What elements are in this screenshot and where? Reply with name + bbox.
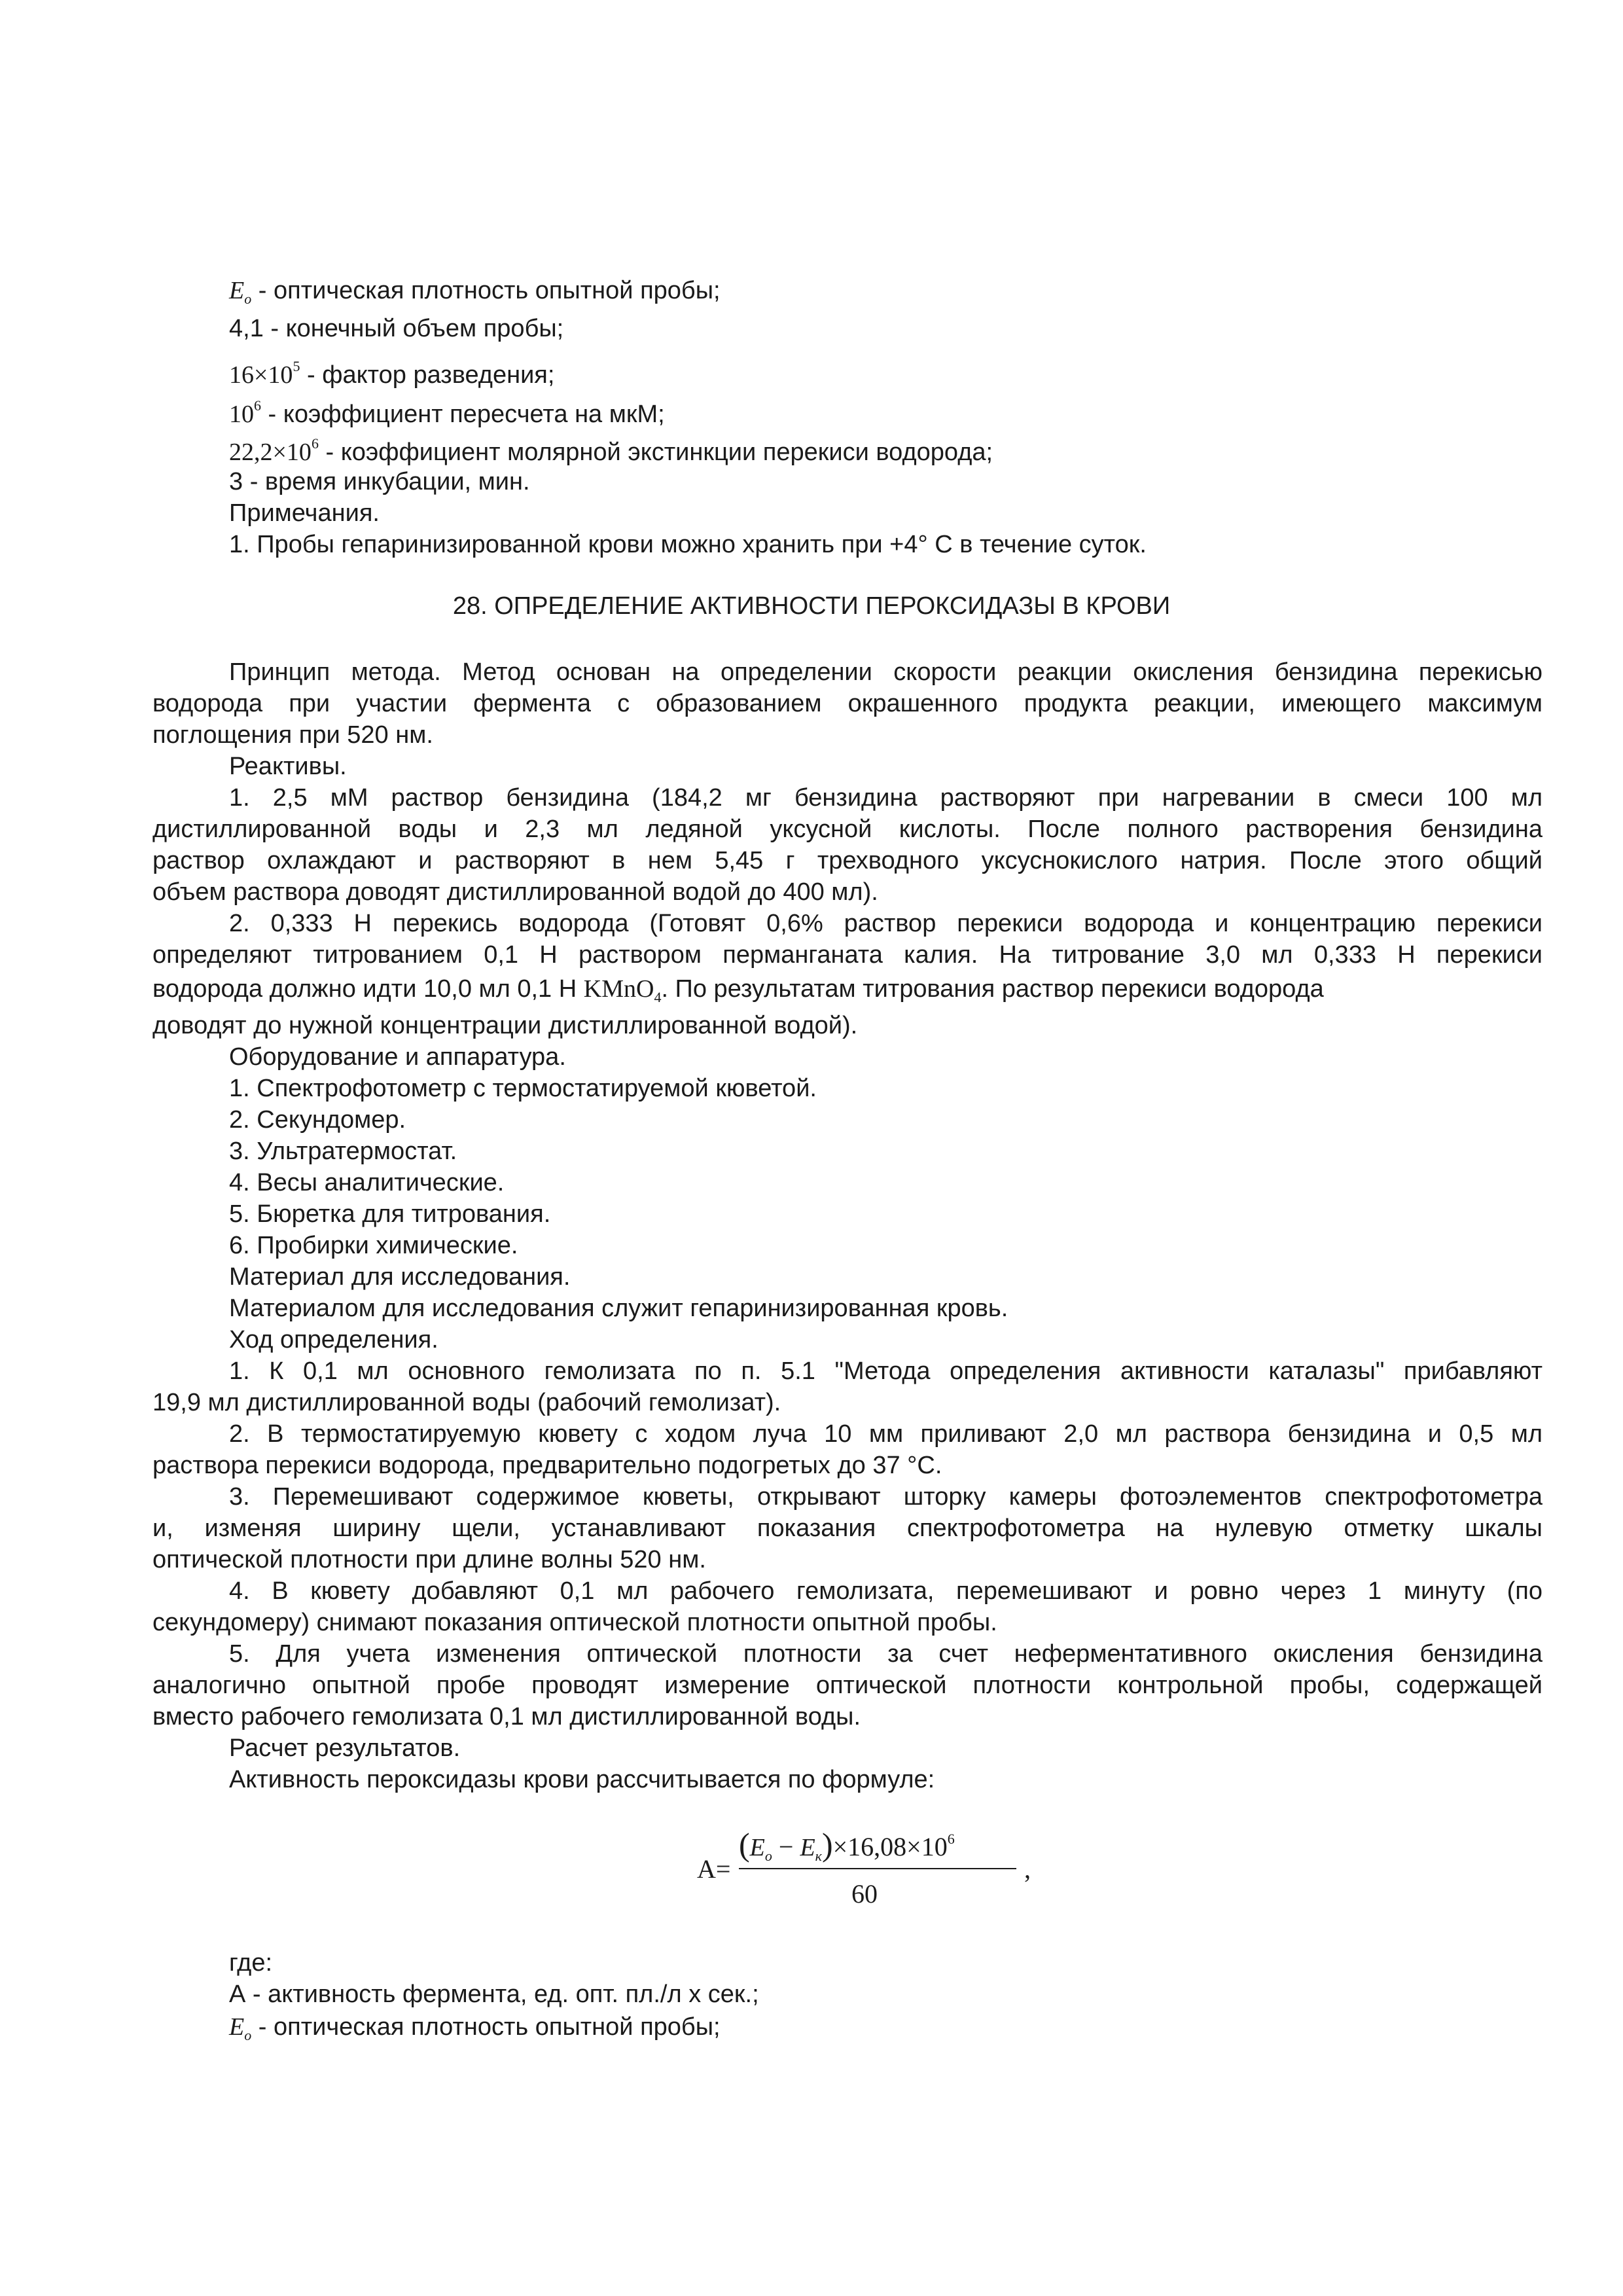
equipment-title: Оборудование и аппаратура. bbox=[229, 1043, 566, 1071]
reagent-1-line-3: раствор охлаждают и растворяют в нем 5,45 г трехводного уксуснокислого натрия. После этого общий bbox=[152, 847, 1543, 874]
legend-line-eo bbox=[229, 275, 721, 315]
step-5-line-2: аналогично опытной пробе проводят измерение оптической плотности контрольной пробы, содержащей bbox=[152, 1672, 1543, 1699]
legend-text: - фактор разведения; bbox=[300, 361, 555, 389]
where-label: где: bbox=[229, 1949, 273, 1977]
formula-denominator: 60 bbox=[851, 1879, 878, 1909]
material-title: Материал для исследования. bbox=[229, 1263, 571, 1291]
reagent-1-line-2: дистиллированной воды и 2,3 мл ледяной уксусной кислоты. После полного растворения бензидина bbox=[152, 816, 1543, 843]
text-part: . По результатам титрования раствор перекиси водорода bbox=[661, 975, 1324, 1003]
symbol-e-k: E bbox=[800, 1834, 815, 1861]
expression: 10 bbox=[229, 401, 254, 428]
exponent: 6 bbox=[311, 435, 319, 452]
notes-title: Примечания. bbox=[229, 499, 380, 527]
legend-line-incubation: 3 - время инкубации, мин. bbox=[229, 468, 530, 495]
principle-line-2: водорода при участии фермента с образованием окрашенного продукта реакции, имеющего максимум bbox=[152, 690, 1543, 717]
equipment-item: 1. Спектрофотометр с термостатируемой кюветой. bbox=[229, 1075, 817, 1102]
legend-line-dilution bbox=[229, 351, 554, 391]
reagent-2-line-3-start bbox=[152, 973, 1324, 1013]
reagents-title: Реактивы. bbox=[229, 753, 347, 780]
exponent: 6 bbox=[254, 397, 261, 414]
section-heading: 28. ОПРЕДЕЛЕНИЕ АКТИВНОСТИ ПЕРОКСИДАЗЫ В КРОВИ bbox=[452, 592, 1171, 620]
procedure-title: Ход определения. bbox=[229, 1326, 438, 1354]
formula-lhs: A= bbox=[697, 1854, 731, 1884]
formula-comma: , bbox=[1024, 1854, 1031, 1884]
step-3-line-1: 3. Перемешивают содержимое кюветы, открывают шторку камеры фотоэлементов спектрофотометра bbox=[229, 1483, 1543, 1511]
symbol-e: E bbox=[229, 2013, 245, 2041]
principle-line-3: поглощения при 520 нм. bbox=[152, 721, 433, 749]
calc-title: Расчет результатов. bbox=[229, 1734, 461, 1762]
left-paren: ( bbox=[739, 1826, 750, 1863]
minus-sign: − bbox=[772, 1832, 800, 1861]
step-2-line-2: раствора перекиси водорода, предварительно подогретых до 37 °С. bbox=[152, 1452, 942, 1479]
reagent-1-line-4: объем раствора доводят дистиллированной водой до 400 мл). bbox=[152, 878, 878, 906]
note-1: 1. Пробы гепаринизированной крови можно хранить при +4° С в течение суток. bbox=[229, 531, 1147, 558]
legend-eo bbox=[229, 2011, 721, 2051]
legend-activity: А - активность фермента, ед. опт. пл./л х сек.; bbox=[229, 1981, 759, 2008]
step-4-line-1: 4. В кювету добавляют 0,1 мл рабочего гемолизата, перемешивают и ровно через 1 минуту (по bbox=[229, 1577, 1543, 1605]
equipment-item: 6. Пробирки химические. bbox=[229, 1232, 518, 1259]
step-5-line-1: 5. Для учета изменения оптической плотности за счет неферментативного окисления бензидина bbox=[229, 1640, 1543, 1668]
calc-text: Активность пероксидазы крови рассчитывается по формуле: bbox=[229, 1766, 935, 1793]
equipment-item: 4. Весы аналитические. bbox=[229, 1169, 505, 1196]
reagent-2-line-2: определяют титрованием 0,1 Н раствором перманганата калия. На титрование 3,0 мл 0,333 Н перекиси bbox=[152, 941, 1543, 969]
exponent: 5 bbox=[293, 358, 300, 374]
text-part: водорода должно идти 10,0 мл 0,1 Н bbox=[152, 975, 584, 1003]
symbol-e-o-subscript: о bbox=[764, 1848, 772, 1864]
legend-line-volume: 4,1 - конечный объем пробы; bbox=[229, 315, 564, 342]
step-1-line-2: 19,9 мл дистиллированной воды (рабочий гемолизат). bbox=[152, 1389, 781, 1416]
step-5-line-3: вместо рабочего гемолизата 0,1 мл дистиллированной воды. bbox=[152, 1703, 861, 1731]
formula-factor: ×16,08×10 bbox=[832, 1832, 948, 1861]
symbol-subscript: о bbox=[244, 2027, 252, 2043]
step-1-line-1: 1. К 0,1 мл основного гемолизата по п. 5.1 "Метода определения активности каталазы" прибавляют bbox=[229, 1357, 1543, 1385]
fraction-bar bbox=[739, 1868, 1016, 1869]
reagent-2-line-3 bbox=[152, 973, 1543, 1013]
step-3-line-2: и, изменяя ширину щели, устанавливают показания спектрофотометра на нулевую отметку шкалы bbox=[152, 1515, 1543, 1542]
step-3-line-3: оптической плотности при длине волны 520 нм. bbox=[152, 1546, 706, 1573]
reagent-2-line-4: доводят до нужной концентрации дистиллированной водой). bbox=[152, 1012, 858, 1039]
legend-text: - коэффициент пересчета на мкМ; bbox=[261, 401, 665, 428]
legend-text: - коэффициент молярной экстинкции перекиси водорода; bbox=[318, 439, 993, 466]
right-paren: ) bbox=[821, 1826, 833, 1863]
material-text: Материалом для исследования служит гепаринизированная кровь. bbox=[229, 1295, 1008, 1322]
equipment-item: 5. Бюретка для титрования. bbox=[229, 1200, 551, 1228]
expression: 22,2×10 bbox=[229, 439, 312, 466]
symbol-e-o: E bbox=[749, 1834, 765, 1861]
principle-line-1: Принцип метода. Метод основан на определении скорости реакции окисления бензидина перекисью bbox=[229, 658, 1543, 686]
legend-line-extinction bbox=[229, 428, 993, 468]
activity-formula bbox=[697, 1820, 1031, 1911]
symbol-e-k-subscript: к bbox=[815, 1848, 822, 1864]
expression: 16×10 bbox=[229, 361, 293, 389]
step-2-line-1: 2. В термостатируемую кювету с ходом луча 10 мм приливают 2,0 мл раствора бензидина и 0,5 мл bbox=[229, 1420, 1543, 1448]
equipment-item: 2. Секундомер. bbox=[229, 1106, 406, 1134]
formula-numerator bbox=[739, 1823, 955, 1872]
formula-subscript: 4 bbox=[654, 989, 662, 1005]
symbol-subscript: о bbox=[244, 291, 252, 307]
formula-exponent: 6 bbox=[947, 1831, 955, 1847]
equipment-item: 3. Ультратермостат. bbox=[229, 1138, 457, 1165]
symbol-e: E bbox=[229, 277, 245, 304]
chemical-formula: KMnO bbox=[583, 975, 654, 1003]
legend-text: - оптическая плотность опытной пробы; bbox=[251, 277, 721, 304]
reagent-2-line-1: 2. 0,333 Н перекись водорода (Готовят 0,6% раствор перекиси водорода и концентрацию перекиси bbox=[229, 910, 1543, 937]
legend-line-conversion bbox=[229, 390, 665, 430]
step-4-line-2: секундомеру) снимают показания оптической плотности опытной пробы. bbox=[152, 1609, 997, 1636]
legend-text: - оптическая плотность опытной пробы; bbox=[251, 2013, 721, 2041]
reagent-1-line-1: 1. 2,5 мМ раствор бензидина (184,2 мг бензидина растворяют при нагревании в смеси 100 мл bbox=[229, 784, 1543, 812]
